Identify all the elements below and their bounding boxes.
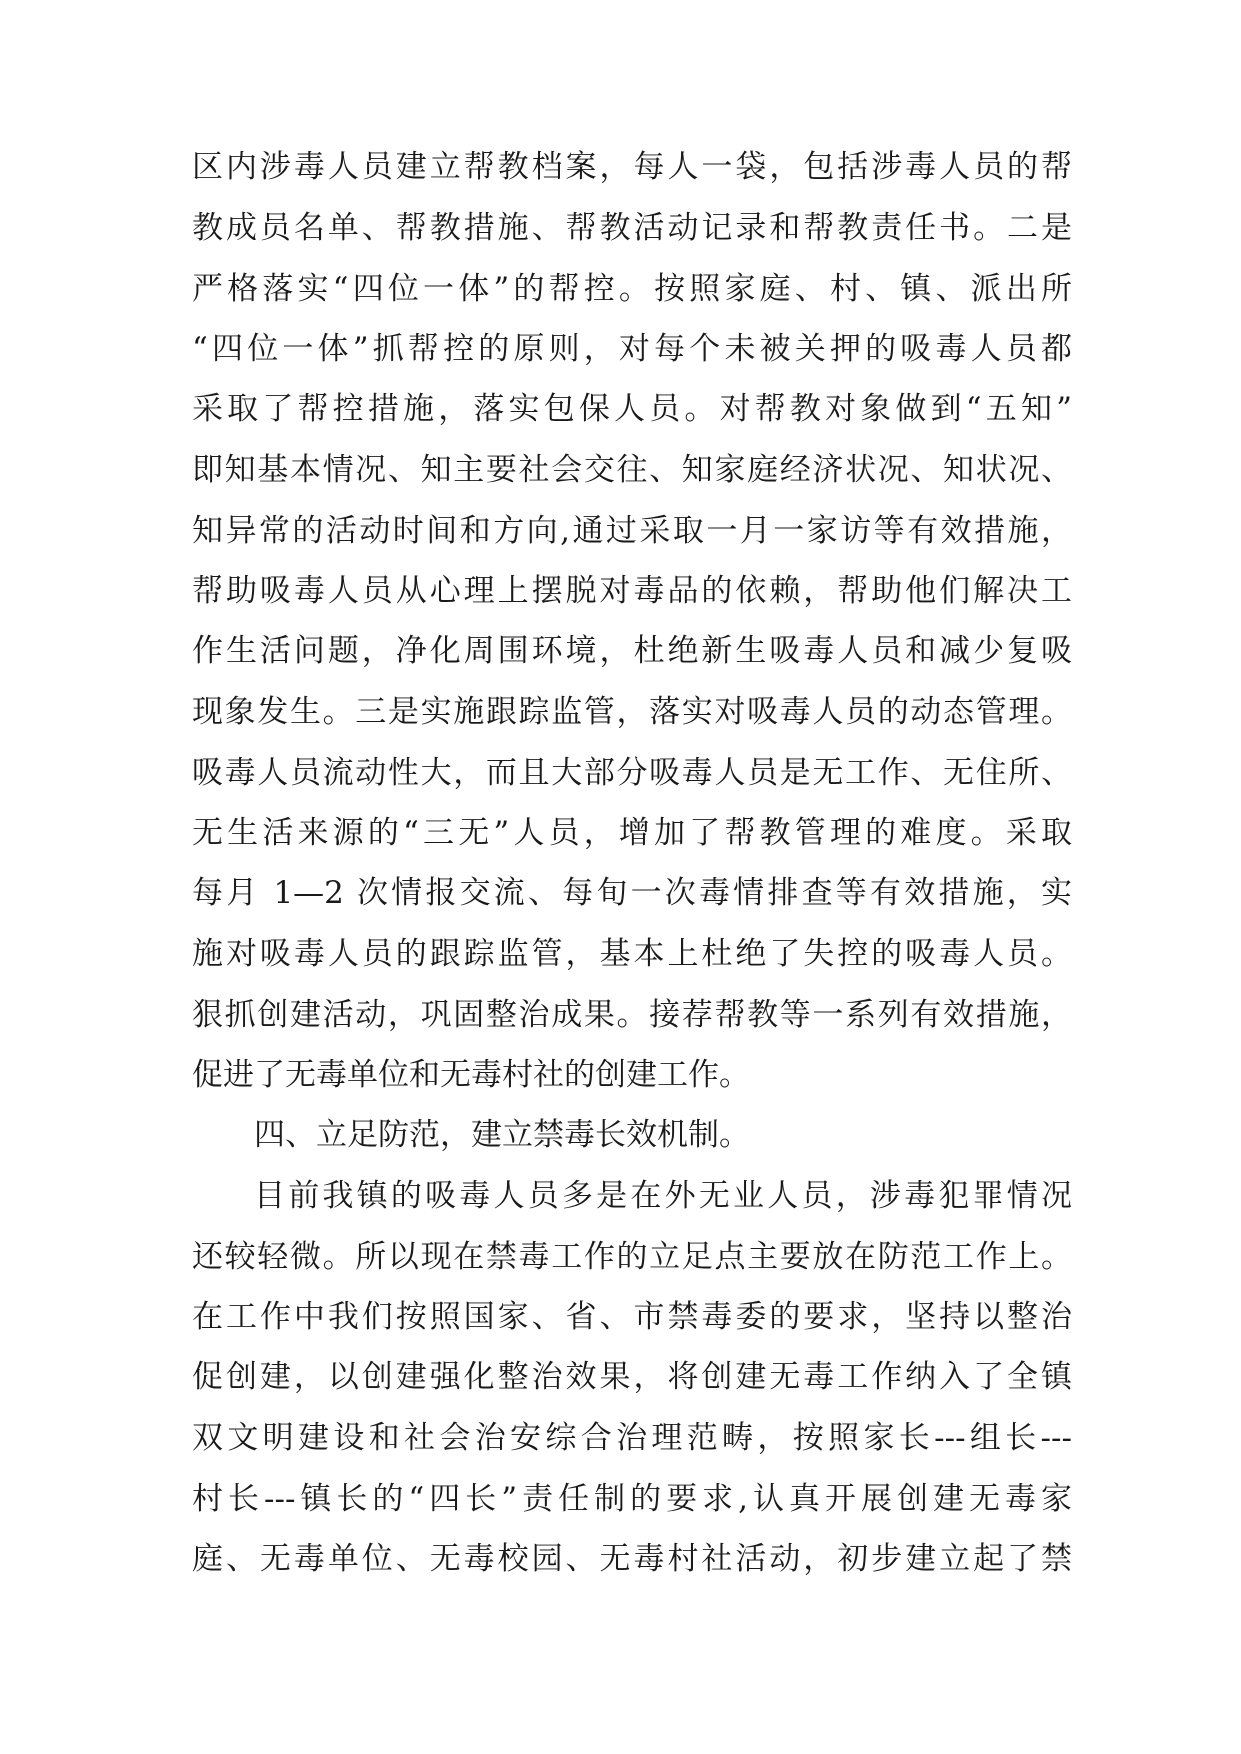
- body-text-line: 即知基本情况、知主要社会交往、知家庭经济状况、知状况、: [192, 452, 1072, 488]
- body-text-line: “四位一体”抓帮控的原则，对每个未被关押的吸毒人员都: [192, 331, 1072, 367]
- section-heading: 四、立足防范，建立禁毒长效机制。: [254, 1117, 750, 1153]
- body-text-line: 采取了帮控措施，落实包保人员。对帮教对象做到“五知”: [192, 391, 1072, 427]
- body-text-line: 在工作中我们按照国家、省、市禁毒委的要求，坚持以整治: [192, 1299, 1072, 1335]
- body-text-line: 促进了无毒单位和无毒村社的创建工作。: [192, 1057, 750, 1093]
- body-text-line: 知异常的活动时间和方向,通过采取一月一家访等有效措施，: [192, 513, 1072, 549]
- body-text-line: 区内涉毒人员建立帮教档案，每人一袋，包括涉毒人员的帮: [192, 149, 1072, 185]
- body-text-line: 每月 1—2 次情报交流、每旬一次毒情排查等有效措施，实: [192, 875, 1072, 911]
- body-text-line: 村长---镇长的“四长”责任制的要求,认真开展创建无毒家: [192, 1481, 1072, 1517]
- body-text-line: 庭、无毒单位、无毒校园、无毒村社活动，初步建立起了禁: [192, 1541, 1072, 1577]
- body-text-line: 目前我镇的吸毒人员多是在外无业人员，涉毒犯罪情况: [254, 1178, 1072, 1214]
- body-text-line: 吸毒人员流动性大，而且大部分吸毒人员是无工作、无住所、: [192, 755, 1072, 791]
- body-text-line: 作生活问题，净化周围环境，杜绝新生吸毒人员和减少复吸: [192, 633, 1072, 669]
- body-text-line: 狠抓创建活动，巩固整治成果。接荐帮教等一系列有效措施，: [192, 997, 1072, 1033]
- body-text-line: 施对吸毒人员的跟踪监管，基本上杜绝了失控的吸毒人员。: [192, 936, 1072, 972]
- body-text-line: 促创建，以创建强化整治效果，将创建无毒工作纳入了全镇: [192, 1359, 1072, 1395]
- body-text-line: 教成员名单、帮教措施、帮教活动记录和帮教责任书。二是: [192, 210, 1072, 246]
- body-text-line: 无生活来源的“三无”人员，增加了帮教管理的难度。采取: [192, 815, 1072, 851]
- body-text-line: 现象发生。三是实施跟踪监管，落实对吸毒人员的动态管理。: [192, 694, 1072, 730]
- body-text-line: 严格落实“四位一体”的帮控。按照家庭、村、镇、派出所: [192, 271, 1072, 307]
- body-text-line: 还较轻微。所以现在禁毒工作的立足点主要放在防范工作上。: [192, 1239, 1072, 1275]
- body-text-line: 帮助吸毒人员从心理上摆脱对毒品的依赖，帮助他们解决工: [192, 573, 1072, 609]
- body-text-line: 双文明建设和社会治安综合治理范畴，按照家长---组长---: [192, 1420, 1072, 1456]
